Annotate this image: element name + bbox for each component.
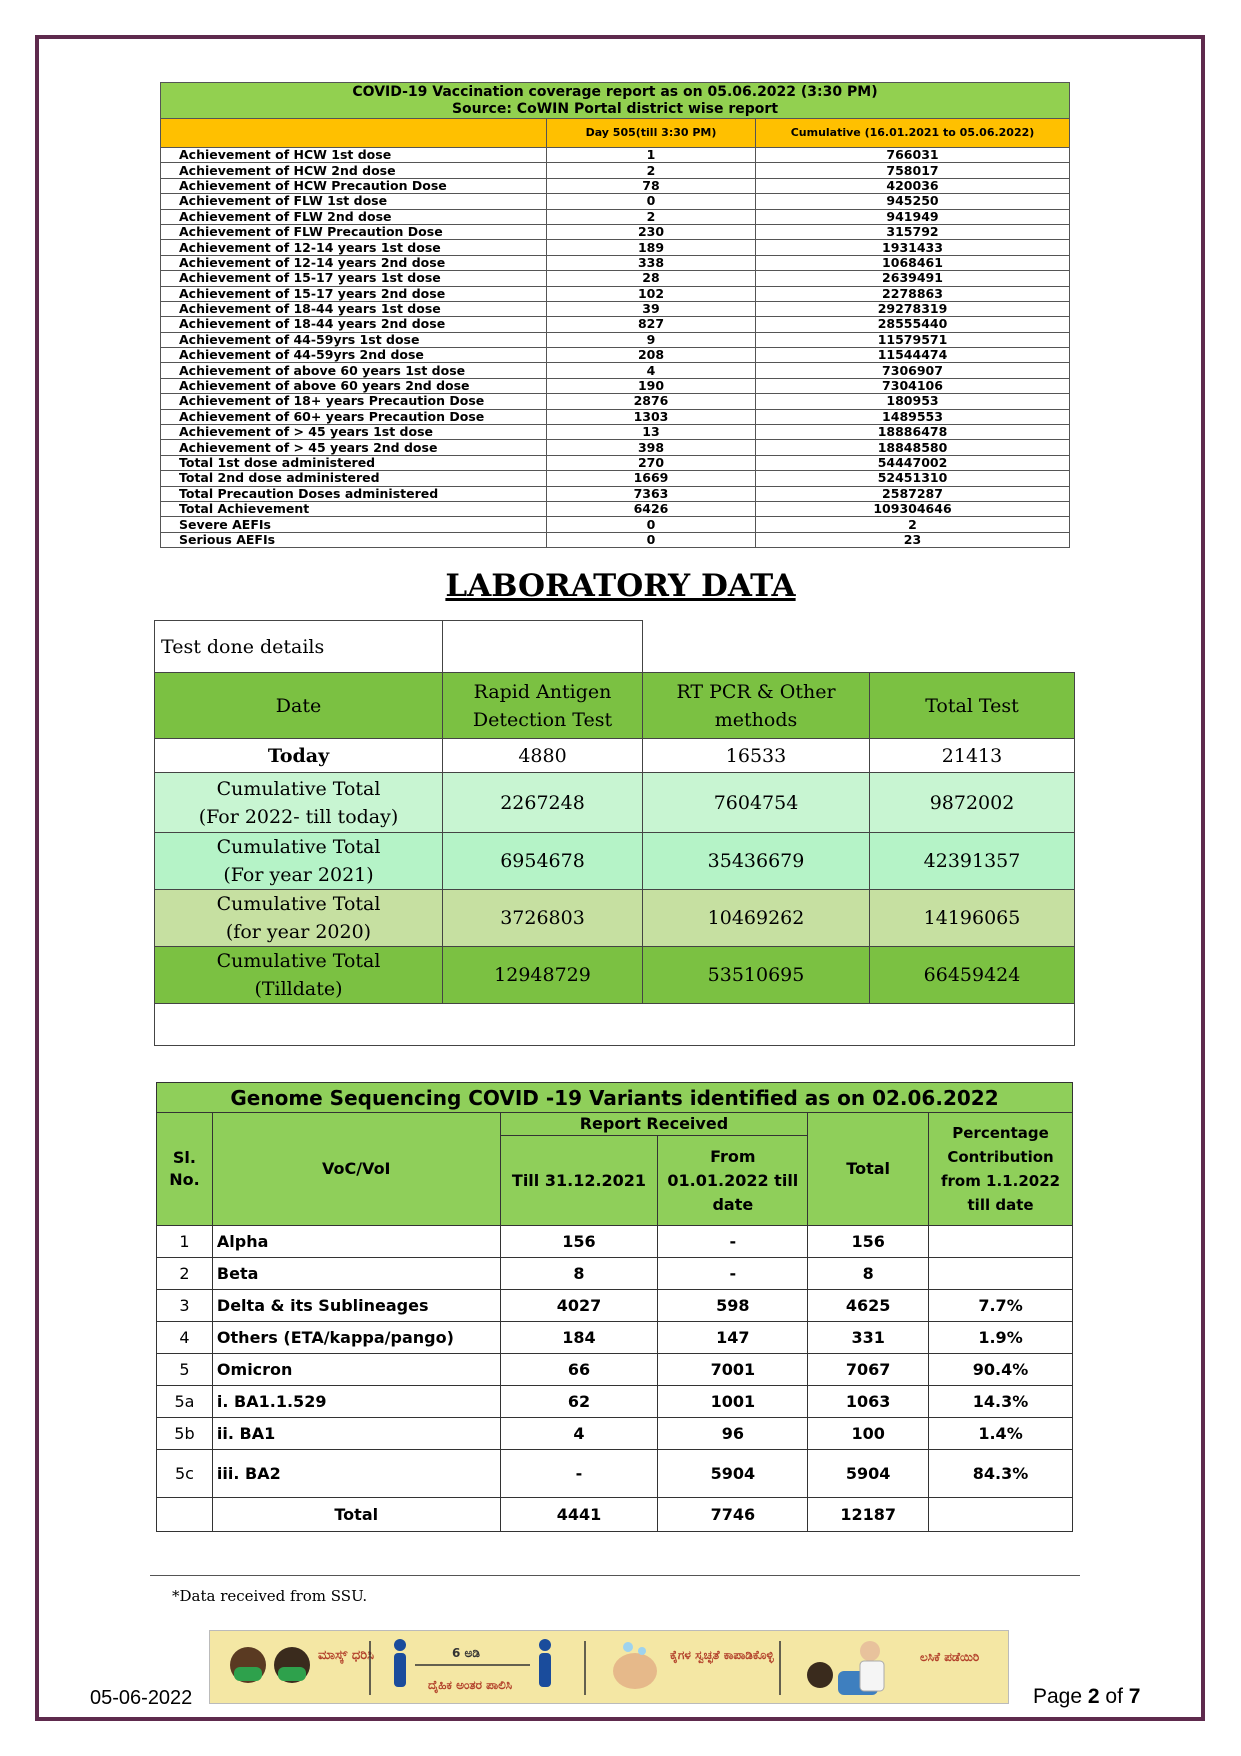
genome-row [157, 1322, 1073, 1354]
vaccination-row [161, 532, 1070, 547]
genome-row [157, 1450, 1073, 1498]
row-total-value: 8 [808, 1258, 929, 1290]
row-cumulative-value: 28555440 [756, 317, 1070, 332]
row-day-value: 189 [547, 240, 756, 255]
header-blank [161, 119, 547, 148]
total-label: Total [212, 1498, 500, 1532]
row-day-value: 2 [547, 209, 756, 224]
lab-rtpcr-value: 16533 [643, 739, 870, 773]
vaccination-source: Source: CoWIN Portal district wise report [451, 100, 779, 117]
row-cumulative-value: 18886478 [756, 425, 1070, 440]
mask-people-icon [230, 1647, 310, 1683]
lab-rapid-value: 3726803 [443, 890, 643, 947]
lab-row [155, 890, 1075, 947]
row-pct-value: 7.7% [929, 1290, 1073, 1322]
col-from: From 01.01.2022 till date [658, 1136, 808, 1226]
row-day-value: 0 [547, 517, 756, 532]
row-day-value: 39 [547, 301, 756, 316]
row-day-value: 0 [547, 532, 756, 547]
row-variant-name: ii. BA1 [212, 1418, 500, 1450]
lab-date-line2: (Tilldate) [254, 978, 343, 1000]
row-day-value: 1 [547, 148, 756, 163]
lab-date-line1: Cumulative Total [216, 777, 381, 800]
page-number: Page 2 of 7 [1033, 1685, 1141, 1708]
row-variant-name: Omicron [212, 1354, 500, 1386]
footer-date: 05-06-2022 [90, 1687, 193, 1709]
lab-date-cell [155, 890, 443, 947]
row-label: Achievement of > 45 years 2nd dose [161, 440, 547, 455]
total-till: 4441 [500, 1498, 658, 1532]
lab-date-line1: Cumulative Total [216, 836, 381, 858]
lab-total-value: 14196065 [870, 890, 1075, 947]
row-label: Achievement of FLW Precaution Dose [161, 224, 547, 239]
vaccination-row [161, 394, 1070, 409]
row-cumulative-value: 23 [756, 532, 1070, 547]
row-cumulative-value: 11579571 [756, 332, 1070, 347]
row-sl: 2 [157, 1258, 213, 1290]
row-label: Achievement of 44-59yrs 1st dose [161, 332, 547, 347]
row-variant-name: iii. BA2 [212, 1450, 500, 1498]
row-from-value: 1001 [658, 1386, 808, 1418]
lab-rtpcr-value: 10469262 [643, 890, 870, 947]
row-cumulative-value: 2587287 [756, 486, 1070, 501]
row-total-value: 4625 [808, 1290, 929, 1322]
row-label: Achievement of 12-14 years 2nd dose [161, 255, 547, 270]
row-label: Total Precaution Doses administered [161, 486, 547, 501]
col-till: Till 31.12.2021 [500, 1136, 658, 1226]
row-label: Achievement of 18-44 years 2nd dose [161, 317, 547, 332]
vaccination-row [161, 409, 1070, 424]
row-total-value: 331 [808, 1322, 929, 1354]
lab-total-value: 42391357 [870, 833, 1075, 890]
row-day-value: 9 [547, 332, 756, 347]
genome-table [156, 1082, 1073, 1532]
vaccination-row [161, 425, 1070, 440]
row-cumulative-value: 2639491 [756, 271, 1070, 286]
lab-rapid-value: 12948729 [443, 947, 643, 1004]
row-label: Achievement of 18+ years Precaution Dose [161, 394, 547, 409]
vaccination-row [161, 517, 1070, 532]
col-rapid: Rapid Antigen Detection Test [443, 673, 643, 739]
row-day-value: 190 [547, 378, 756, 393]
row-total-value: 5904 [808, 1450, 929, 1498]
vaccine-text: ಲಸಿಕೆ ಪಡೆಯಿರಿ [920, 1650, 980, 1664]
row-day-value: 2 [547, 163, 756, 178]
row-label: Achievement of 15-17 years 2nd dose [161, 286, 547, 301]
row-label: Achievement of FLW 1st dose [161, 194, 547, 209]
lab-date-cell [155, 947, 443, 1004]
blank-cell [643, 621, 1075, 673]
row-day-value: 0 [547, 194, 756, 209]
row-day-value: 13 [547, 425, 756, 440]
lab-date-cell [155, 739, 443, 773]
vaccination-row [161, 286, 1070, 301]
row-cumulative-value: 7306907 [756, 363, 1070, 378]
row-from-value: 7001 [658, 1354, 808, 1386]
row-pct-value: 14.3% [929, 1386, 1073, 1418]
lab-empty-row [155, 1004, 1075, 1046]
col-voc: VoC/VoI [212, 1113, 500, 1226]
row-cumulative-value: 2278863 [756, 286, 1070, 301]
blank-cell [929, 1498, 1073, 1532]
lab-date-line1: Today [267, 744, 330, 767]
genome-row [157, 1354, 1073, 1386]
col-total: Total [808, 1113, 929, 1226]
vaccination-row [161, 148, 1070, 163]
genome-row [157, 1258, 1073, 1290]
lab-row [155, 739, 1075, 773]
row-till-value: 4027 [500, 1290, 658, 1322]
row-cumulative-value: 109304646 [756, 501, 1070, 516]
row-day-value: 338 [547, 255, 756, 270]
lab-rtpcr-value: 35436679 [643, 833, 870, 890]
row-sl: 3 [157, 1290, 213, 1322]
col-report: Report Received [500, 1113, 808, 1136]
row-day-value: 398 [547, 440, 756, 455]
row-variant-name: Beta [212, 1258, 500, 1290]
footnote-divider [150, 1575, 1080, 1576]
row-day-value: 1303 [547, 409, 756, 424]
row-label: Achievement of 18-44 years 1st dose [161, 301, 547, 316]
row-day-value: 28 [547, 271, 756, 286]
genome-total-row [157, 1498, 1073, 1532]
row-label: Achievement of 60+ years Precaution Dose [161, 409, 547, 424]
row-cumulative-value: 945250 [756, 194, 1070, 209]
vaccination-row [161, 378, 1070, 393]
blank-cell [155, 1004, 1075, 1046]
lab-total-value: 9872002 [870, 773, 1075, 833]
row-cumulative-value: 766031 [756, 148, 1070, 163]
hands-text: ಕೈಗಳ ಸ್ವಚ್ಛತೆ ಕಾಪಾಡಿಕೊಳ್ಳಿ [670, 1648, 774, 1662]
genome-row [157, 1290, 1073, 1322]
vaccination-row [161, 255, 1070, 270]
row-total-value: 156 [808, 1226, 929, 1258]
vaccination-row [161, 348, 1070, 363]
vaccination-row [161, 194, 1070, 209]
header-day: Day 505(till 3:30 PM) [547, 119, 756, 148]
lab-date-line2: (For 2022- till today) [198, 805, 399, 828]
row-label: Achievement of > 45 years 1st dose [161, 425, 547, 440]
vaccination-table [160, 82, 1070, 548]
vaccination-title: COVID-19 Vaccination coverage report as on 05.06.2022 (3:30 PM) [352, 83, 878, 100]
row-cumulative-value: 7304106 [756, 378, 1070, 393]
safety-banner [209, 1630, 1009, 1704]
row-day-value: 6426 [547, 501, 756, 516]
lab-date-line2: (for year 2020) [225, 921, 372, 943]
blank-cell [443, 621, 643, 673]
genome-row [157, 1418, 1073, 1450]
col-date: Date [155, 673, 443, 739]
col-pct: Percentage Contribution from 1.1.2022 till date [929, 1113, 1073, 1226]
row-cumulative-value: 420036 [756, 178, 1070, 193]
lab-total-value: 21413 [870, 739, 1075, 773]
genome-row [157, 1386, 1073, 1418]
row-label: Achievement of above 60 years 1st dose [161, 363, 547, 378]
row-label: Severe AEFIs [161, 517, 547, 532]
lab-date-cell [155, 833, 443, 890]
distance-label: 6 ಅಡಿ [452, 1646, 480, 1660]
row-variant-name: Others (ETA/kappa/pango) [212, 1322, 500, 1354]
row-pct-value: 90.4% [929, 1354, 1073, 1386]
row-day-value: 208 [547, 348, 756, 363]
col-sl: Sl. No. [157, 1113, 213, 1226]
row-variant-name: i. BA1.1.529 [212, 1386, 500, 1418]
row-sl: 4 [157, 1322, 213, 1354]
row-from-value: 598 [658, 1290, 808, 1322]
row-day-value: 230 [547, 224, 756, 239]
row-from-value: 5904 [658, 1450, 808, 1498]
row-day-value: 827 [547, 317, 756, 332]
row-till-value: - [500, 1450, 658, 1498]
lab-total-value: 66459424 [870, 947, 1075, 1004]
row-day-value: 1669 [547, 471, 756, 486]
row-total-value: 7067 [808, 1354, 929, 1386]
vaccination-row [161, 471, 1070, 486]
row-cumulative-value: 18848580 [756, 440, 1070, 455]
vaccination-icon [807, 1641, 884, 1695]
col-rtpcr: RT PCR & Other methods [643, 673, 870, 739]
vaccination-row [161, 224, 1070, 239]
row-label: Achievement of FLW 2nd dose [161, 209, 547, 224]
row-cumulative-value: 52451310 [756, 471, 1070, 486]
vaccination-row [161, 317, 1070, 332]
vaccination-row [161, 271, 1070, 286]
row-label: Total Achievement [161, 501, 547, 516]
lab-rtpcr-value: 53510695 [643, 947, 870, 1004]
vaccination-row [161, 455, 1070, 470]
row-cumulative-value: 1489553 [756, 409, 1070, 424]
row-cumulative-value: 11544474 [756, 348, 1070, 363]
vaccination-row [161, 332, 1070, 347]
row-label: Achievement of HCW 2nd dose [161, 163, 547, 178]
row-label: Achievement of above 60 years 2nd dose [161, 378, 547, 393]
row-from-value: 147 [658, 1322, 808, 1354]
lab-rtpcr-value: 7604754 [643, 773, 870, 833]
safety-banner-art [210, 1631, 1010, 1705]
row-cumulative-value: 1068461 [756, 255, 1070, 270]
vaccination-row [161, 440, 1070, 455]
row-variant-name: Delta & its Sublineages [212, 1290, 500, 1322]
lab-row [155, 833, 1075, 890]
row-till-value: 156 [500, 1226, 658, 1258]
row-label: Achievement of 44-59yrs 2nd dose [161, 348, 547, 363]
genome-title: Genome Sequencing COVID -19 Variants identified as on 02.06.2022 [157, 1083, 1073, 1113]
row-cumulative-value: 941949 [756, 209, 1070, 224]
row-cumulative-value: 1931433 [756, 240, 1070, 255]
row-cumulative-value: 29278319 [756, 301, 1070, 316]
row-label: Achievement of 15-17 years 1st dose [161, 271, 547, 286]
total-total: 12187 [808, 1498, 929, 1532]
genome-row [157, 1226, 1073, 1258]
lab-rapid-value: 6954678 [443, 833, 643, 890]
vaccination-row [161, 178, 1070, 193]
row-total-value: 1063 [808, 1386, 929, 1418]
row-cumulative-value: 180953 [756, 394, 1070, 409]
row-from-value: 96 [658, 1418, 808, 1450]
distance-text: ದೈಹಿಕ ಅಂತರ ಪಾಲಿಸಿ [428, 1678, 513, 1692]
hand-wash-icon [613, 1642, 657, 1689]
row-day-value: 270 [547, 455, 756, 470]
lab-rapid-value: 4880 [443, 739, 643, 773]
vaccination-row [161, 363, 1070, 378]
row-cumulative-value: 2 [756, 517, 1070, 532]
row-pct-value: 1.9% [929, 1322, 1073, 1354]
vaccination-title-cell [161, 83, 1070, 119]
total-from: 7746 [658, 1498, 808, 1532]
row-variant-name: Alpha [212, 1226, 500, 1258]
row-label: Achievement of 12-14 years 1st dose [161, 240, 547, 255]
row-label: Total 2nd dose administered [161, 471, 547, 486]
lab-table [154, 620, 1075, 1046]
lab-date-cell [155, 773, 443, 833]
vaccination-row [161, 501, 1070, 516]
row-till-value: 62 [500, 1386, 658, 1418]
vaccination-row [161, 240, 1070, 255]
row-label: Achievement of HCW 1st dose [161, 148, 547, 163]
row-cumulative-value: 315792 [756, 224, 1070, 239]
lab-heading: LABORATORY DATA [445, 568, 796, 604]
row-label: Total 1st dose administered [161, 455, 547, 470]
row-sl: 1 [157, 1226, 213, 1258]
row-day-value: 102 [547, 286, 756, 301]
row-pct-value [929, 1258, 1073, 1290]
row-label: Serious AEFIs [161, 532, 547, 547]
row-sl: 5a [157, 1386, 213, 1418]
header-cumulative: Cumulative (16.01.2021 to 05.06.2022) [756, 119, 1070, 148]
person-left-icon [394, 1639, 406, 1687]
row-sl: 5c [157, 1450, 213, 1498]
test-done-label: Test done details [155, 621, 443, 673]
lab-rapid-value: 2267248 [443, 773, 643, 833]
lab-row [155, 773, 1075, 833]
lab-date-line1: Cumulative Total [216, 950, 381, 972]
vaccination-row [161, 301, 1070, 316]
footnote: *Data received from SSU. [172, 1587, 368, 1605]
row-label: Achievement of HCW Precaution Dose [161, 178, 547, 193]
row-till-value: 66 [500, 1354, 658, 1386]
row-till-value: 184 [500, 1322, 658, 1354]
row-sl: 5b [157, 1418, 213, 1450]
row-till-value: 8 [500, 1258, 658, 1290]
vaccination-row [161, 209, 1070, 224]
row-cumulative-value: 758017 [756, 163, 1070, 178]
row-pct-value: 84.3% [929, 1450, 1073, 1498]
person-right-icon [539, 1639, 551, 1687]
row-total-value: 100 [808, 1418, 929, 1450]
row-pct-value: 1.4% [929, 1418, 1073, 1450]
lab-date-line1: Cumulative Total [216, 893, 381, 915]
row-day-value: 7363 [547, 486, 756, 501]
row-from-value: - [658, 1226, 808, 1258]
row-till-value: 4 [500, 1418, 658, 1450]
mask-text: ಮಾಸ್ಕ್ ಧರಿಸಿ [318, 1648, 374, 1663]
row-sl: 5 [157, 1354, 213, 1386]
row-from-value: - [658, 1258, 808, 1290]
row-day-value: 2876 [547, 394, 756, 409]
row-day-value: 4 [547, 363, 756, 378]
vaccination-row [161, 163, 1070, 178]
col-total: Total Test [870, 673, 1075, 739]
lab-date-line2: (For year 2021) [223, 864, 374, 886]
lab-row [155, 947, 1075, 1004]
row-cumulative-value: 54447002 [756, 455, 1070, 470]
row-day-value: 78 [547, 178, 756, 193]
vaccination-row [161, 486, 1070, 501]
blank-cell [157, 1498, 213, 1532]
row-pct-value [929, 1226, 1073, 1258]
